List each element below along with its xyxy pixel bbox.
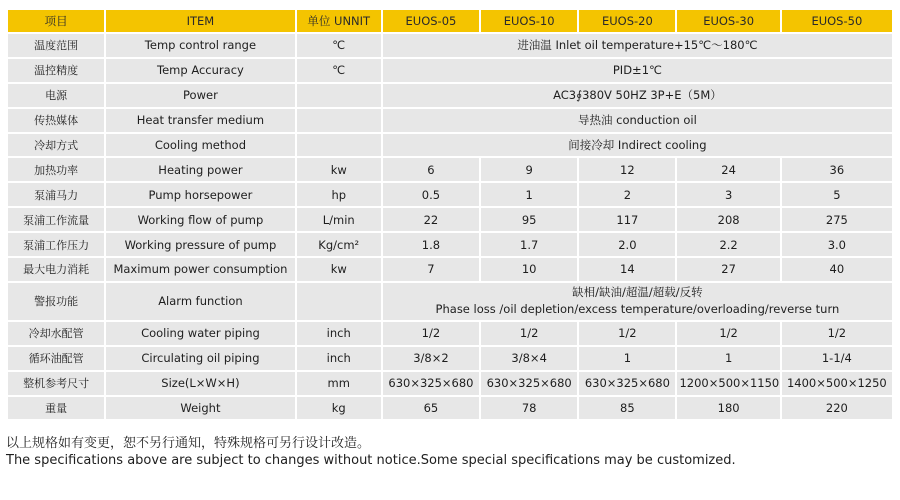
cell-euos-50: 40 xyxy=(782,258,892,281)
cell-euos-20: 85 xyxy=(579,397,675,420)
row-label-en: Heating power xyxy=(106,158,294,181)
cell-euos-30: 3 xyxy=(677,183,779,206)
footnote-en: The specifications above are subject to changes without notice.Some special specifications may be customized. xyxy=(6,453,736,468)
row-label-en: Maximum power consumption xyxy=(106,258,294,281)
row-unit: ℃ xyxy=(297,34,381,57)
merged-value: 间接冷却 Indirect cooling xyxy=(383,134,892,157)
row-label-en: Alarm function xyxy=(106,283,294,320)
row-label-en: Cooling method xyxy=(106,134,294,157)
row-label-cn: 最大电力消耗 xyxy=(8,258,104,281)
cell-euos-50: 36 xyxy=(782,158,892,181)
row-unit: kw xyxy=(297,258,381,281)
row-cooling-method xyxy=(8,134,892,157)
cell-euos-10: 95 xyxy=(481,208,577,231)
cell-euos-50: 5 xyxy=(782,183,892,206)
cell-euos-50: 1/2 xyxy=(782,322,892,345)
cell-euos-20: 12 xyxy=(579,158,675,181)
merged-value: AC3∮380V 50HZ 3P+E（5M） xyxy=(383,84,892,107)
cell-euos-05: 3/8×2 xyxy=(383,347,479,370)
header-row xyxy=(8,10,892,32)
cell-euos-50: 3.0 xyxy=(782,233,892,256)
cell-euos-10: 1/2 xyxy=(481,322,577,345)
cell-euos-10: 1 xyxy=(481,183,577,206)
row-label-cn: 冷却水配管 xyxy=(8,322,104,345)
cell-euos-30: 1 xyxy=(677,347,779,370)
cell-euos-05: 1.8 xyxy=(383,233,479,256)
row-alarm xyxy=(8,283,892,320)
row-label-en: Weight xyxy=(106,397,294,420)
row-unit: inch xyxy=(297,322,381,345)
cell-euos-30: 2.2 xyxy=(677,233,779,256)
row-pump-hp xyxy=(8,183,892,206)
row-label-en: Heat transfer medium xyxy=(106,109,294,132)
row-unit xyxy=(297,109,381,132)
row-pump-flow xyxy=(8,208,892,231)
header-unit: 单位 UNNIT xyxy=(297,10,381,32)
row-label-en: Working flow of pump xyxy=(106,208,294,231)
cell-euos-20: 2.0 xyxy=(579,233,675,256)
cell-euos-05: 0.5 xyxy=(383,183,479,206)
row-label-en: Pump horsepower xyxy=(106,183,294,206)
cell-euos-20: 117 xyxy=(579,208,675,231)
row-label-cn: 循环油配管 xyxy=(8,347,104,370)
cell-euos-50: 220 xyxy=(782,397,892,420)
header-model-euos-20: EUOS-20 xyxy=(579,10,675,32)
cell-euos-10: 3/8×4 xyxy=(481,347,577,370)
alarm-text-en: Phase loss /oil depletion/excess temperature/overloading/reverse turn xyxy=(435,302,840,317)
cell-euos-05: 1/2 xyxy=(383,322,479,345)
row-label-en: Circulating oil piping xyxy=(106,347,294,370)
row-label-cn: 整机参考尺寸 xyxy=(8,372,104,395)
row-unit: kw xyxy=(297,158,381,181)
merged-value: 进油温 Inlet oil temperature+15℃～180℃ xyxy=(383,34,892,57)
cell-euos-05: 6 xyxy=(383,158,479,181)
cell-euos-50: 1400×500×1250 xyxy=(782,372,892,395)
row-max-power xyxy=(8,258,892,281)
header-model-euos-05: EUOS-05 xyxy=(383,10,479,32)
row-label-cn: 电源 xyxy=(8,84,104,107)
cell-euos-05: 65 xyxy=(383,397,479,420)
spec-sheet xyxy=(6,8,894,421)
row-unit xyxy=(297,84,381,107)
cell-euos-30: 27 xyxy=(677,258,779,281)
row-temp-range xyxy=(8,34,892,57)
footnote xyxy=(6,435,894,469)
cell-euos-05: 7 xyxy=(383,258,479,281)
row-unit: L/min xyxy=(297,208,381,231)
cell-euos-30: 24 xyxy=(677,158,779,181)
cell-euos-30: 208 xyxy=(677,208,779,231)
cell-euos-20: 14 xyxy=(579,258,675,281)
row-label-cn: 传热媒体 xyxy=(8,109,104,132)
cell-euos-10: 78 xyxy=(481,397,577,420)
row-unit: mm xyxy=(297,372,381,395)
row-temp-accuracy xyxy=(8,59,892,82)
cell-euos-30: 1/2 xyxy=(677,322,779,345)
cell-euos-20: 1/2 xyxy=(579,322,675,345)
row-label-cn: 温控精度 xyxy=(8,59,104,82)
header-item-cn: 项目 xyxy=(8,10,104,32)
row-cooling-water-piping xyxy=(8,322,892,345)
cell-euos-20: 2 xyxy=(579,183,675,206)
cell-euos-05: 630×325×680 xyxy=(383,372,479,395)
cell-euos-10: 9 xyxy=(481,158,577,181)
spec-table xyxy=(6,8,894,421)
cell-euos-10: 10 xyxy=(481,258,577,281)
header-model-euos-10: EUOS-10 xyxy=(481,10,577,32)
cell-euos-20: 1 xyxy=(579,347,675,370)
header-item-en: ITEM xyxy=(106,10,294,32)
row-label-cn: 警报功能 xyxy=(8,283,104,320)
row-label-cn: 重量 xyxy=(8,397,104,420)
row-heating-power xyxy=(8,158,892,181)
cell-euos-10: 630×325×680 xyxy=(481,372,577,395)
cell-euos-30: 180 xyxy=(677,397,779,420)
footnote-cn: 以上规格如有变更，恕不另行通知，特殊规格可另行设计改造。 xyxy=(6,436,371,451)
row-label-en: Working pressure of pump xyxy=(106,233,294,256)
row-unit xyxy=(297,283,381,320)
cell-euos-50: 275 xyxy=(782,208,892,231)
cell-euos-10: 1.7 xyxy=(481,233,577,256)
row-label-en: Cooling water piping xyxy=(106,322,294,345)
row-oil-piping xyxy=(8,347,892,370)
row-label-en: Size(L×W×H) xyxy=(106,372,294,395)
alarm-text-cn: 缺相/缺油/超温/超载/反转 xyxy=(572,285,703,300)
cell-euos-05: 22 xyxy=(383,208,479,231)
row-label-cn: 泵浦马力 xyxy=(8,183,104,206)
merged-value xyxy=(383,283,892,320)
row-weight xyxy=(8,397,892,420)
header-model-euos-30: EUOS-30 xyxy=(677,10,779,32)
cell-euos-30: 1200×500×1150 xyxy=(677,372,779,395)
row-power xyxy=(8,84,892,107)
row-unit xyxy=(297,134,381,157)
row-label-cn: 加热功率 xyxy=(8,158,104,181)
row-unit: kg xyxy=(297,397,381,420)
merged-value: PID±1℃ xyxy=(383,59,892,82)
cell-euos-20: 630×325×680 xyxy=(579,372,675,395)
cell-euos-50: 1-1/4 xyxy=(782,347,892,370)
row-heat-medium xyxy=(8,109,892,132)
row-label-en: Temp control range xyxy=(106,34,294,57)
row-pump-pressure xyxy=(8,233,892,256)
row-size xyxy=(8,372,892,395)
row-label-cn: 泵浦工作压力 xyxy=(8,233,104,256)
row-label-cn: 泵浦工作流量 xyxy=(8,208,104,231)
row-label-cn: 温度范围 xyxy=(8,34,104,57)
merged-value: 导热油 conduction oil xyxy=(383,109,892,132)
row-unit: ℃ xyxy=(297,59,381,82)
row-unit: inch xyxy=(297,347,381,370)
row-label-en: Power xyxy=(106,84,294,107)
row-label-en: Temp Accuracy xyxy=(106,59,294,82)
row-unit: hp xyxy=(297,183,381,206)
row-label-cn: 冷却方式 xyxy=(8,134,104,157)
header-model-euos-50: EUOS-50 xyxy=(782,10,892,32)
row-unit: Kg/cm² xyxy=(297,233,381,256)
